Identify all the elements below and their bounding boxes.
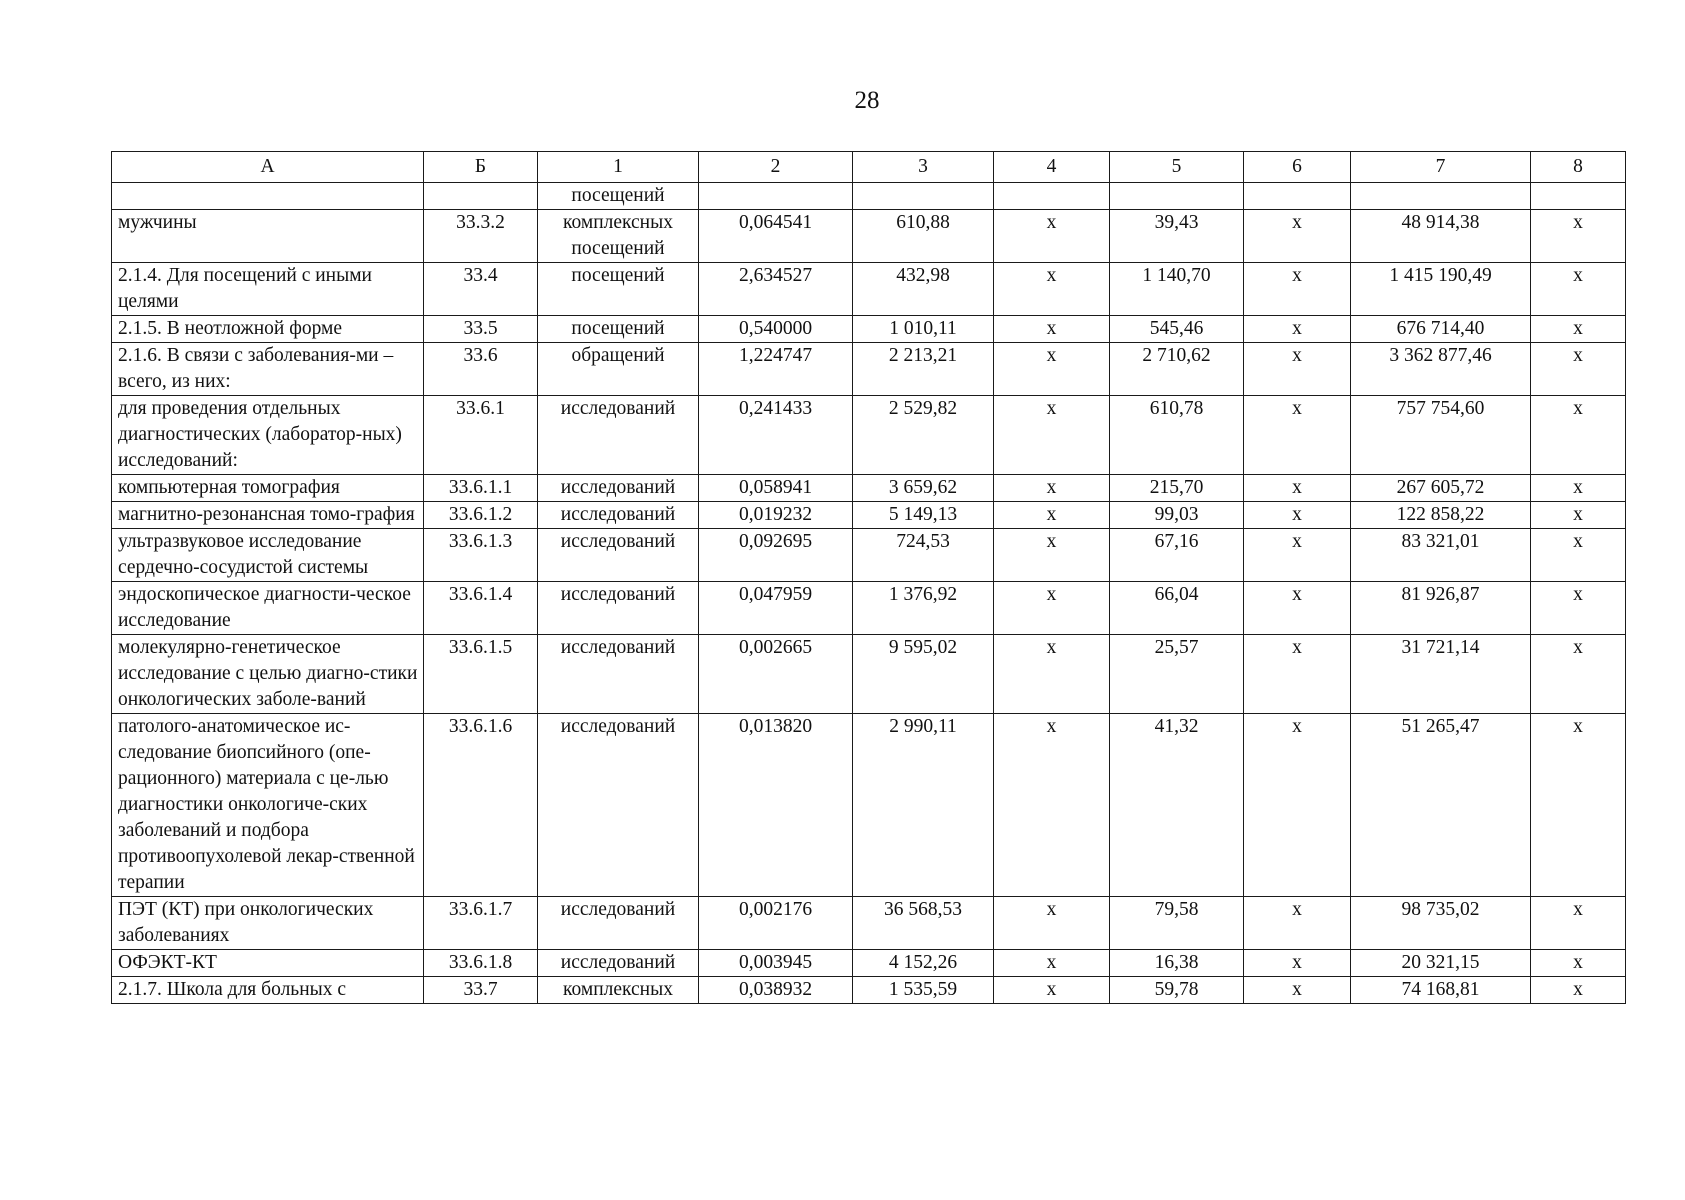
column-header: А bbox=[112, 152, 424, 183]
col8-cell: х bbox=[1531, 977, 1626, 1004]
col4-cell: х bbox=[994, 635, 1110, 714]
data-table bbox=[111, 151, 1626, 1004]
column-header: 7 bbox=[1351, 152, 1531, 183]
table-row bbox=[112, 396, 1626, 475]
col6-cell: х bbox=[1244, 396, 1351, 475]
unit-cell: комплексных посещений bbox=[538, 210, 699, 263]
unit-cell: исследований bbox=[538, 635, 699, 714]
col8-cell: х bbox=[1531, 475, 1626, 502]
table-row bbox=[112, 897, 1626, 950]
row-name-cell: мужчины bbox=[112, 210, 424, 263]
col4-cell: х bbox=[994, 396, 1110, 475]
code-cell bbox=[424, 183, 538, 210]
col2-cell: 0,047959 bbox=[699, 582, 853, 635]
col8-cell: х bbox=[1531, 714, 1626, 897]
row-name-cell: компьютерная томография bbox=[112, 475, 424, 502]
col4-cell: х bbox=[994, 475, 1110, 502]
col7-cell: 48 914,38 bbox=[1351, 210, 1531, 263]
col2-cell: 0,241433 bbox=[699, 396, 853, 475]
col5-cell: 66,04 bbox=[1110, 582, 1244, 635]
row-name-cell: ультразвуковое исследование сердечно-сосудистой системы bbox=[112, 529, 424, 582]
col6-cell: х bbox=[1244, 977, 1351, 1004]
table-row bbox=[112, 529, 1626, 582]
col5-cell: 79,58 bbox=[1110, 897, 1244, 950]
col5-cell: 25,57 bbox=[1110, 635, 1244, 714]
col6-cell: х bbox=[1244, 714, 1351, 897]
col8-cell: х bbox=[1531, 396, 1626, 475]
col6-cell: х bbox=[1244, 475, 1351, 502]
column-header: 5 bbox=[1110, 152, 1244, 183]
col6-cell: х bbox=[1244, 502, 1351, 529]
unit-cell: посещений bbox=[538, 183, 699, 210]
col6-cell bbox=[1244, 183, 1351, 210]
col3-cell: 36 568,53 bbox=[853, 897, 994, 950]
column-header: 3 bbox=[853, 152, 994, 183]
col7-cell: 98 735,02 bbox=[1351, 897, 1531, 950]
col8-cell: х bbox=[1531, 343, 1626, 396]
column-header: 6 bbox=[1244, 152, 1351, 183]
col5-cell: 59,78 bbox=[1110, 977, 1244, 1004]
col5-cell: 2 710,62 bbox=[1110, 343, 1244, 396]
row-name-cell: ОФЭКТ-КТ bbox=[112, 950, 424, 977]
col3-cell: 9 595,02 bbox=[853, 635, 994, 714]
code-cell: 33.6.1.4 bbox=[424, 582, 538, 635]
col3-cell: 5 149,13 bbox=[853, 502, 994, 529]
col6-cell: х bbox=[1244, 343, 1351, 396]
row-name-cell: 2.1.7. Школа для больных с bbox=[112, 977, 424, 1004]
col8-cell: х bbox=[1531, 502, 1626, 529]
col4-cell: х bbox=[994, 343, 1110, 396]
col4-cell: х bbox=[994, 316, 1110, 343]
unit-cell: исследований bbox=[538, 475, 699, 502]
unit-cell: исследований bbox=[538, 714, 699, 897]
col6-cell: х bbox=[1244, 582, 1351, 635]
col6-cell: х bbox=[1244, 316, 1351, 343]
code-cell: 33.6.1.1 bbox=[424, 475, 538, 502]
col8-cell: х bbox=[1531, 635, 1626, 714]
col7-cell: 1 415 190,49 bbox=[1351, 263, 1531, 316]
row-name-cell bbox=[112, 183, 424, 210]
table-row bbox=[112, 502, 1626, 529]
col7-cell: 267 605,72 bbox=[1351, 475, 1531, 502]
table-row bbox=[112, 343, 1626, 396]
col2-cell: 2,634527 bbox=[699, 263, 853, 316]
table-row bbox=[112, 475, 1626, 502]
table-row bbox=[112, 582, 1626, 635]
col4-cell: х bbox=[994, 897, 1110, 950]
col3-cell: 2 213,21 bbox=[853, 343, 994, 396]
code-cell: 33.3.2 bbox=[424, 210, 538, 263]
col8-cell: х bbox=[1531, 316, 1626, 343]
col7-cell: 74 168,81 bbox=[1351, 977, 1531, 1004]
col4-cell: х bbox=[994, 263, 1110, 316]
col5-cell: 545,46 bbox=[1110, 316, 1244, 343]
col7-cell: 757 754,60 bbox=[1351, 396, 1531, 475]
col6-cell: х bbox=[1244, 529, 1351, 582]
col2-cell: 0,058941 bbox=[699, 475, 853, 502]
page-number: 28 bbox=[854, 87, 880, 114]
col8-cell: х bbox=[1531, 263, 1626, 316]
col3-cell: 4 152,26 bbox=[853, 950, 994, 977]
col3-cell: 1 376,92 bbox=[853, 582, 994, 635]
code-cell: 33.6.1.8 bbox=[424, 950, 538, 977]
col7-cell bbox=[1351, 183, 1531, 210]
code-cell: 33.6.1.2 bbox=[424, 502, 538, 529]
unit-cell: посещений bbox=[538, 316, 699, 343]
column-header: 4 bbox=[994, 152, 1110, 183]
unit-cell: комплексных bbox=[538, 977, 699, 1004]
col2-cell: 0,038932 bbox=[699, 977, 853, 1004]
col5-cell: 41,32 bbox=[1110, 714, 1244, 897]
col8-cell: х bbox=[1531, 529, 1626, 582]
unit-cell: исследований bbox=[538, 950, 699, 977]
code-cell: 33.6.1.7 bbox=[424, 897, 538, 950]
code-cell: 33.4 bbox=[424, 263, 538, 316]
col6-cell: х bbox=[1244, 897, 1351, 950]
col5-cell: 39,43 bbox=[1110, 210, 1244, 263]
table-row bbox=[112, 183, 1626, 210]
row-name-cell: молекулярно-генетическое исследование с целью диагно-стики онкологических заболе-ваний bbox=[112, 635, 424, 714]
row-name-cell: патолого-анатомическое ис-следование биопсийного (опе-рационного) материала с це-лью диагностики онкологиче-ских заболеваний и подбора противоопухолевой лекар-ственной терапии bbox=[112, 714, 424, 897]
unit-cell: посещений bbox=[538, 263, 699, 316]
unit-cell: исследований bbox=[538, 529, 699, 582]
row-name-cell: эндоскопическое диагности-ческое исследование bbox=[112, 582, 424, 635]
col7-cell: 81 926,87 bbox=[1351, 582, 1531, 635]
table-row bbox=[112, 977, 1626, 1004]
col6-cell: х bbox=[1244, 210, 1351, 263]
column-header: 2 bbox=[699, 152, 853, 183]
row-name-cell: магнитно-резонансная томо-графия bbox=[112, 502, 424, 529]
col7-cell: 676 714,40 bbox=[1351, 316, 1531, 343]
table-row bbox=[112, 635, 1626, 714]
col2-cell: 0,002665 bbox=[699, 635, 853, 714]
col7-cell: 122 858,22 bbox=[1351, 502, 1531, 529]
code-cell: 33.6.1.6 bbox=[424, 714, 538, 897]
col6-cell: х bbox=[1244, 635, 1351, 714]
col3-cell: 2 529,82 bbox=[853, 396, 994, 475]
col2-cell bbox=[699, 183, 853, 210]
header-row bbox=[112, 152, 1626, 183]
col4-cell: х bbox=[994, 977, 1110, 1004]
code-cell: 33.6.1.5 bbox=[424, 635, 538, 714]
col4-cell: х bbox=[994, 950, 1110, 977]
code-cell: 33.6.1.3 bbox=[424, 529, 538, 582]
col2-cell: 0,092695 bbox=[699, 529, 853, 582]
col3-cell: 3 659,62 bbox=[853, 475, 994, 502]
col2-cell: 0,002176 bbox=[699, 897, 853, 950]
table-row bbox=[112, 210, 1626, 263]
row-name-cell: 2.1.6. В связи с заболевания-ми – всего, из них: bbox=[112, 343, 424, 396]
col8-cell: х bbox=[1531, 210, 1626, 263]
col2-cell: 0,019232 bbox=[699, 502, 853, 529]
col2-cell: 0,540000 bbox=[699, 316, 853, 343]
col7-cell: 3 362 877,46 bbox=[1351, 343, 1531, 396]
row-name-cell: 2.1.4. Для посещений с иными целями bbox=[112, 263, 424, 316]
col3-cell: 610,88 bbox=[853, 210, 994, 263]
code-cell: 33.6.1 bbox=[424, 396, 538, 475]
col3-cell: 724,53 bbox=[853, 529, 994, 582]
table-row bbox=[112, 263, 1626, 316]
unit-cell: обращений bbox=[538, 343, 699, 396]
unit-cell: исследований bbox=[538, 502, 699, 529]
table-row bbox=[112, 950, 1626, 977]
row-name-cell: для проведения отдельных диагностических (лаборатор-ных) исследований: bbox=[112, 396, 424, 475]
row-name-cell: 2.1.5. В неотложной форме bbox=[112, 316, 424, 343]
unit-cell: исследований bbox=[538, 897, 699, 950]
col5-cell: 215,70 bbox=[1110, 475, 1244, 502]
table-row bbox=[112, 714, 1626, 897]
col5-cell: 16,38 bbox=[1110, 950, 1244, 977]
col5-cell bbox=[1110, 183, 1244, 210]
table-body bbox=[112, 183, 1626, 1004]
table-row bbox=[112, 316, 1626, 343]
col3-cell: 1 535,59 bbox=[853, 977, 994, 1004]
col2-cell: 1,224747 bbox=[699, 343, 853, 396]
col4-cell: х bbox=[994, 714, 1110, 897]
col2-cell: 0,064541 bbox=[699, 210, 853, 263]
col7-cell: 31 721,14 bbox=[1351, 635, 1531, 714]
col8-cell: х bbox=[1531, 897, 1626, 950]
col7-cell: 20 321,15 bbox=[1351, 950, 1531, 977]
col5-cell: 610,78 bbox=[1110, 396, 1244, 475]
col8-cell bbox=[1531, 183, 1626, 210]
code-cell: 33.5 bbox=[424, 316, 538, 343]
col4-cell bbox=[994, 183, 1110, 210]
row-name-cell: ПЭТ (КТ) при онкологических заболеваниях bbox=[112, 897, 424, 950]
col5-cell: 1 140,70 bbox=[1110, 263, 1244, 316]
col2-cell: 0,003945 bbox=[699, 950, 853, 977]
col2-cell: 0,013820 bbox=[699, 714, 853, 897]
column-header: 8 bbox=[1531, 152, 1626, 183]
col8-cell: х bbox=[1531, 582, 1626, 635]
unit-cell: исследований bbox=[538, 582, 699, 635]
code-cell: 33.7 bbox=[424, 977, 538, 1004]
col3-cell: 1 010,11 bbox=[853, 316, 994, 343]
col5-cell: 99,03 bbox=[1110, 502, 1244, 529]
col3-cell bbox=[853, 183, 994, 210]
col6-cell: х bbox=[1244, 950, 1351, 977]
col7-cell: 51 265,47 bbox=[1351, 714, 1531, 897]
col5-cell: 67,16 bbox=[1110, 529, 1244, 582]
col3-cell: 432,98 bbox=[853, 263, 994, 316]
col4-cell: х bbox=[994, 210, 1110, 263]
column-header: Б bbox=[424, 152, 538, 183]
col3-cell: 2 990,11 bbox=[853, 714, 994, 897]
col4-cell: х bbox=[994, 582, 1110, 635]
col7-cell: 83 321,01 bbox=[1351, 529, 1531, 582]
col4-cell: х bbox=[994, 529, 1110, 582]
col4-cell: х bbox=[994, 502, 1110, 529]
col6-cell: х bbox=[1244, 263, 1351, 316]
code-cell: 33.6 bbox=[424, 343, 538, 396]
col8-cell: х bbox=[1531, 950, 1626, 977]
column-header: 1 bbox=[538, 152, 699, 183]
unit-cell: исследований bbox=[538, 396, 699, 475]
